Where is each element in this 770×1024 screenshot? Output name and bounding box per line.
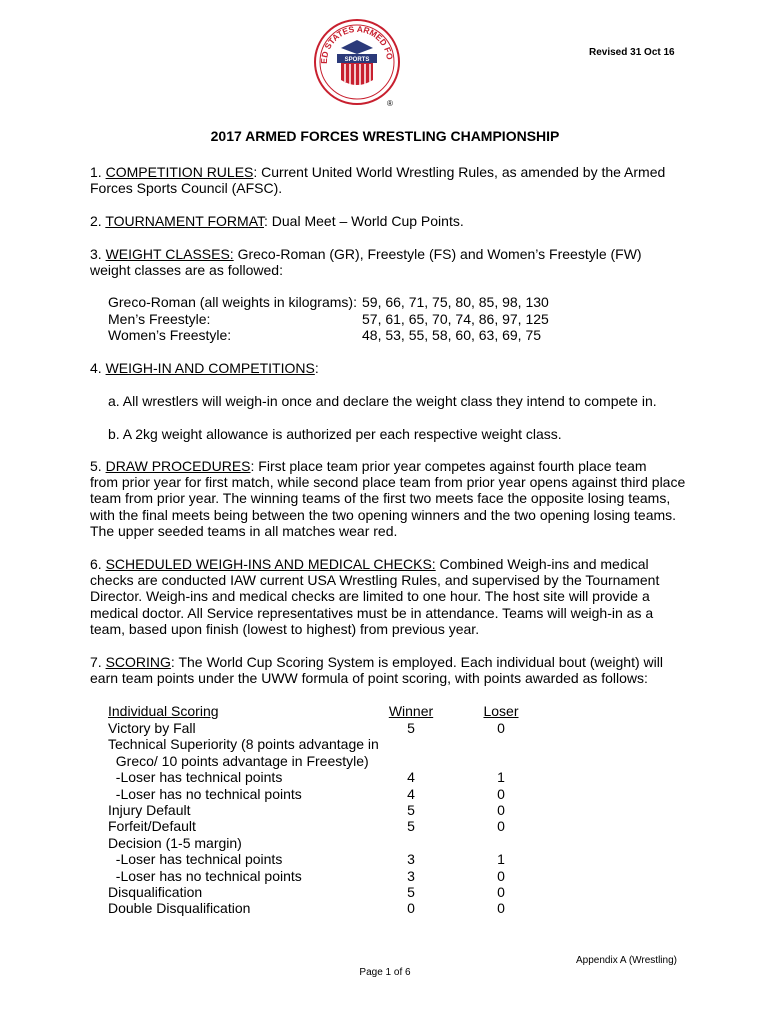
section-4-item-a: a. All wrestlers will weigh-in once and declare the weight class they intend to compete in. — [108, 393, 657, 409]
scoring-row-label: -Loser has technical points — [108, 769, 283, 785]
scoring-header-winner: Winner — [388, 703, 434, 719]
section-2-heading: TOURNAMENT FORMAT — [105, 213, 264, 229]
section-3-line-1: 3. WEIGHT CLASSES: Greco-Roman (GR), Freestyle (FS) and Women’s Freestyle (FW) — [90, 246, 642, 262]
scoring-row-loser: 0 — [497, 884, 505, 900]
scoring-row-label: -Loser has no technical points — [108, 868, 302, 884]
scoring-row-label: -Loser has technical points — [108, 851, 283, 867]
scoring-row-winner: 5 — [407, 884, 415, 900]
scoring-row-label: Forfeit/Default — [108, 818, 196, 834]
section-6-line: Director. Weigh-ins and medical checks are limited to one hour. The host site will provide a — [90, 588, 650, 604]
scoring-row-loser: 1 — [497, 769, 505, 785]
section-4-heading: WEIGH-IN AND COMPETITIONS — [105, 360, 315, 376]
scoring-row-label: Greco/ 10 points advantage in Freestyle) — [108, 753, 369, 769]
scoring-row-loser: 0 — [497, 818, 505, 834]
appendix-label: Appendix A (Wrestling) — [576, 955, 677, 966]
weight-class-values: 57, 61, 65, 70, 74, 86, 97, 125 — [362, 311, 549, 327]
scoring-row-winner: 5 — [407, 802, 415, 818]
section-7-heading: SCORING — [105, 654, 171, 670]
section-3-heading: WEIGHT CLASSES: — [105, 246, 234, 262]
section-1-line-2: Forces Sports Council (AFSC). — [90, 180, 283, 196]
scoring-row-loser: 0 — [497, 900, 505, 916]
weight-class-label: Greco-Roman (all weights in kilograms): — [108, 294, 357, 310]
scoring-row-winner: 3 — [407, 868, 415, 884]
scoring-row-loser: 0 — [497, 786, 505, 802]
scoring-row-winner: 5 — [407, 818, 415, 834]
scoring-row-label: Technical Superiority (8 points advantage in — [108, 736, 379, 752]
scoring-row-winner: 4 — [407, 786, 415, 802]
scoring-row-label: Disqualification — [108, 884, 203, 900]
logo-top-text: ED STATES ARMED FO — [318, 23, 395, 64]
armed-forces-sports-logo — [313, 18, 401, 106]
section-2-line: 2. TOURNAMENT FORMAT: Dual Meet – World Cup Points. — [90, 213, 464, 229]
section-4-line: 4. WEIGH-IN AND COMPETITIONS: — [90, 360, 319, 376]
registered-mark: ® — [387, 99, 393, 108]
section-4-item-b: b. A 2kg weight allowance is authorized per each respective weight class. — [108, 426, 562, 442]
scoring-row-loser: 0 — [497, 868, 505, 884]
section-5-line: team from prior year. The winning teams of the first two meets face the opposite losing teams, — [90, 490, 671, 506]
section-7-line-1: 7. SCORING: The World Cup Scoring System is employed. Each individual bout (weight) will — [90, 654, 663, 670]
scoring-row-winner: 5 — [407, 720, 415, 736]
section-3-line-2: weight classes are as followed: — [90, 262, 283, 278]
section-6-heading: SCHEDULED WEIGH-INS AND MEDICAL CHECKS: — [105, 556, 436, 572]
scoring-row-loser: 0 — [497, 720, 505, 736]
section-6-line-1: 6. SCHEDULED WEIGH-INS AND MEDICAL CHECKS: Combined Weigh-ins and medical — [90, 556, 649, 572]
scoring-row-winner: 0 — [407, 900, 415, 916]
revised-date: Revised 31 Oct 16 — [589, 47, 675, 58]
scoring-row-loser: 0 — [497, 802, 505, 818]
scoring-row-winner: 3 — [407, 851, 415, 867]
scoring-row-label: Double Disqualification — [108, 900, 251, 916]
scoring-row-winner: 4 — [407, 769, 415, 785]
weight-class-values: 48, 53, 55, 58, 60, 63, 69, 75 — [362, 327, 542, 343]
section-6-line: checks are conducted IAW current USA Wrestling Rules, and supervised by the Tournament — [90, 572, 660, 588]
section-6-line: team, based upon finish (lowest to highest) from previous year. — [90, 621, 480, 637]
section-5-line-1: 5. DRAW PROCEDURES: First place team prior year competes against fourth place team — [90, 458, 647, 474]
weight-class-label: Men’s Freestyle: — [108, 311, 211, 327]
scoring-row-label: -Loser has no technical points — [108, 786, 302, 802]
scoring-row-label: Decision (1-5 margin) — [108, 835, 242, 851]
scoring-row-label: Victory by Fall — [108, 720, 196, 736]
section-1-heading: COMPETITION RULES — [105, 164, 254, 180]
scoring-row-loser: 1 — [497, 851, 505, 867]
section-5-line: The upper seeded teams in all matches wear red. — [90, 523, 398, 539]
section-5-line: from prior year for first match, while second place team from prior year opens against third place — [90, 474, 686, 490]
section-1-line-1: 1. COMPETITION RULES: Current United World Wrestling Rules, as amended by the Armed — [90, 164, 666, 180]
scoring-header-loser: Loser — [483, 703, 519, 719]
logo-banner: SPORTS — [344, 57, 370, 63]
section-5-heading: DRAW PROCEDURES — [105, 458, 251, 474]
weight-class-values: 59, 66, 71, 75, 80, 85, 98, 130 — [362, 294, 549, 310]
section-6-line: medical doctor. All Service representatives must be in attendance. Teams will weigh-in as a — [90, 605, 654, 621]
weight-class-label: Women’s Freestyle: — [108, 327, 232, 343]
section-7-line-2: earn team points under the UWW formula of point scoring, with points awarded as follows: — [90, 670, 648, 686]
section-5-line: with the final meets being between the two opening winners and the two opening losing teams. — [90, 507, 677, 523]
scoring-row-label: Injury Default — [108, 802, 191, 818]
page-title: 2017 ARMED FORCES WRESTLING CHAMPIONSHIP — [210, 128, 560, 144]
scoring-header-label: Individual Scoring — [108, 703, 219, 719]
page-number: Page 1 of 6 — [359, 967, 411, 978]
